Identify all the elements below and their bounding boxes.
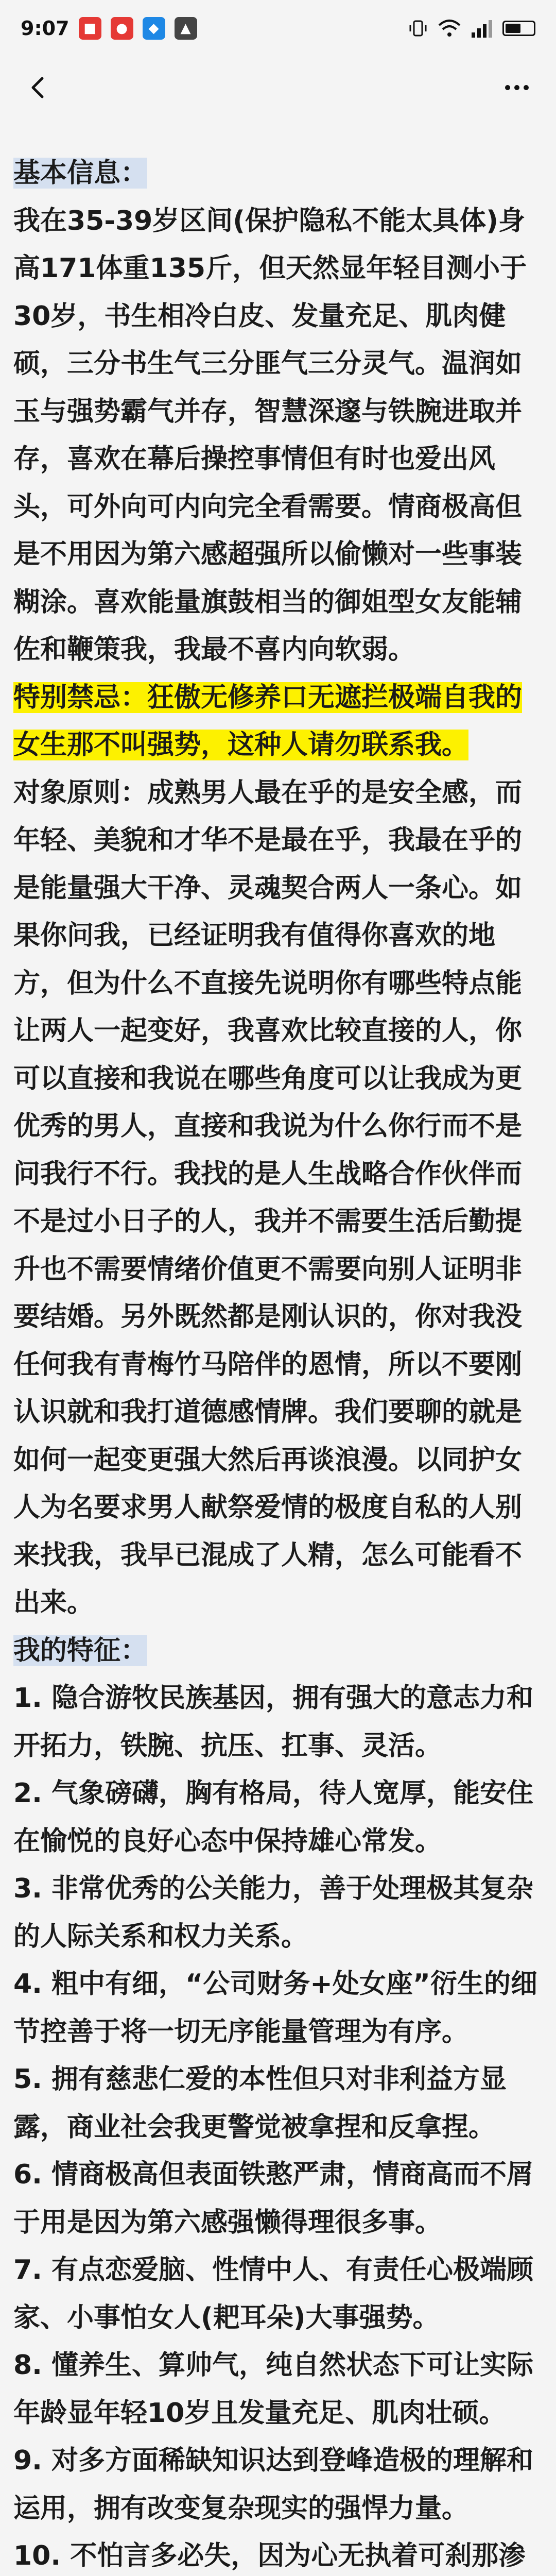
battery-icon: [502, 21, 535, 36]
section-taboo: [13, 674, 543, 769]
section-heading: 我的特征：: [13, 1635, 148, 1666]
more-button[interactable]: [496, 67, 537, 108]
list-item: 5. 拥有慈悲仁爱的本性但只对非利益方显露，商业社会我更警觉被拿捏和反拿捏。: [13, 2064, 507, 2143]
list-item: 2. 气象磅礴，胸有格局，待人宽厚，能安住在愉悦的良好心态中保持雄心常发。: [13, 1778, 534, 1857]
app-notification-icon: ◆: [143, 17, 165, 40]
status-left: [21, 17, 197, 40]
app-notification-icon: ●: [111, 17, 133, 40]
highlighted-text: 特别禁忌：狂傲无修养口无遮拦极端自我的女生那不叫强势，这种人请勿联系我。: [13, 682, 523, 760]
status-bar: [0, 0, 556, 57]
wifi-icon: [438, 18, 461, 39]
app-notification-icon: ▲: [175, 17, 197, 40]
app-notification-icon: ■: [79, 17, 101, 40]
status-right: [408, 18, 535, 39]
back-button[interactable]: [19, 67, 60, 108]
section-features: [13, 1627, 543, 2576]
list-item: 10. 不怕言多必失，因为心无执着可刹那渗: [13, 2540, 526, 2571]
list-item: 4. 粗中有细，“公司财务+处女座”衍生的细节控善于将一切无序能量管理为有序。: [13, 1969, 537, 2047]
section-basic-info: [13, 149, 543, 674]
signal-icon: [471, 18, 493, 39]
list-item: 8. 懂养生、算帅气，纯自然状态下可让实际年龄显年轻10岁且发量充足、肌肉壮硕。: [13, 2350, 534, 2429]
list-item: 6. 情商极高但表面铁憨严肃，情商高而不屑于用是因为第六感强懒得理很多事。: [13, 2159, 534, 2238]
vibrate-icon: [408, 18, 428, 39]
list-item: 1. 隐合游牧民族基因，拥有强大的意志力和开拓力，铁腕、抗压、扛事、灵活。: [13, 1683, 534, 1761]
section-principles: [13, 769, 543, 1627]
back-arrow-icon: [25, 73, 54, 102]
paragraph-text: 对象原则：成熟男人最在乎的是安全感，而年轻、美貌和才华不是最在乎，我最在乎的是能量强大干净、灵魂契合两人一条心。如果你问我，已经证明我有值得你喜欢的地方，但为什么不直接先说明你有哪些特点能让两人一起变好，我喜欢比较直接的人，你可以直接和我说在哪些角度可以让我成为更优秀的男人，直接和我说为什么你行而不是问我行不行。我找的是人生战略合作伙伴而不是过小日子的人，我并不需要生活后勤提升也不需要情绪价值更不需要向别人证明非要结婚。另外既然都是刚认识的，你对我没任何我有青梅竹马陪伴的恩情，所以不要刚认识就和我打道德感情牌。我们要聊的就是如何一起变更强大然后再谈浪漫。以同护女人为名要求男人献祭爱情的极度自私的人别来找我，我早已混成了人精，怎么可能看不出来。: [13, 777, 523, 1618]
toolbar: [0, 57, 556, 118]
list-item: 9. 对多方面稀缺知识达到登峰造极的理解和运用，拥有改变复杂现实的强悍力量。: [13, 2445, 534, 2524]
list-item: 3. 非常优秀的公关能力，善于处理极其复杂的人际关系和权力关系。: [13, 1873, 534, 1952]
more-dots-icon: [502, 73, 531, 102]
list-item: 7. 有点恋爱脑、性情中人、有责任心极端顾家、小事怕女人(耙耳朵)大事强势。: [13, 2255, 534, 2333]
paragraph-text: 我在35-39岁区间(保护隐私不能太具体)身高171体重135斤，但天然显年轻目测小于30岁，书生相冷白皮、发量充足、肌肉健硕，三分书生气三分匪气三分灵气。温润如玉与强势霸气并存，智慧深邃与铁腕进取并存，喜欢在幕后操控事情但有时也爱出风头，可外向可内向完全看需要。情商极高但是不用因为第六感超强所以偷懒对一些事装糊涂。喜欢能量旗鼓相当的御姐型女友能辅佐和鞭策我，我最不喜内向软弱。: [13, 205, 527, 665]
article-content: [13, 149, 543, 2576]
status-time: 9:07: [21, 17, 70, 40]
section-heading: 基本信息：: [13, 158, 148, 189]
